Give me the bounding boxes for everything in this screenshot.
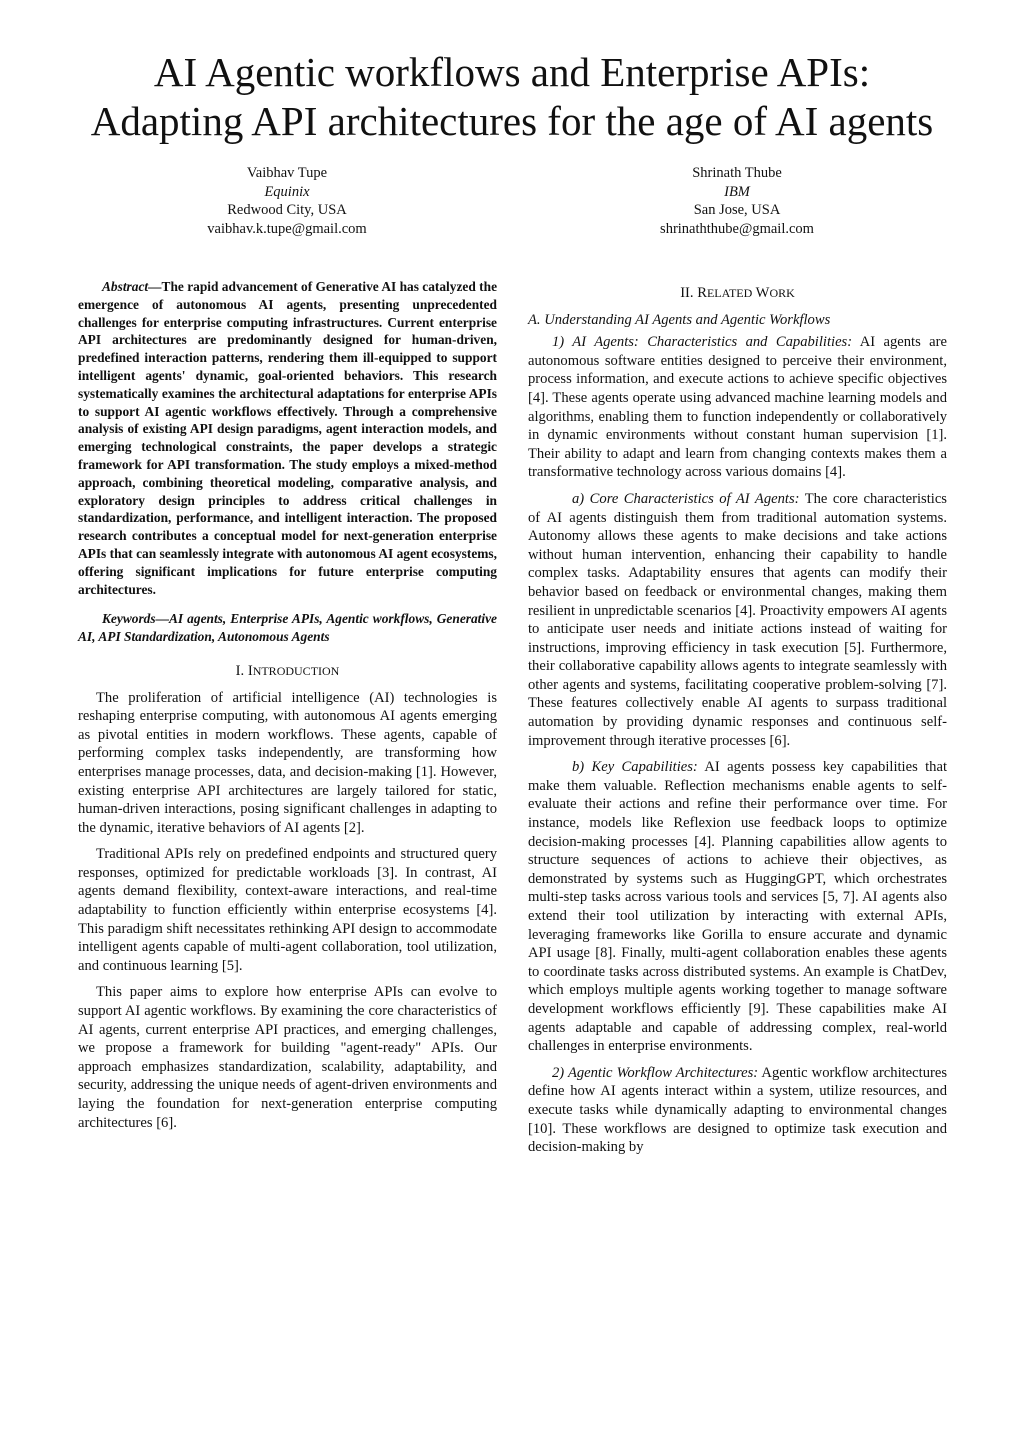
author-name: Shrinath Thube [692,165,782,181]
related-paragraph-3: b) Key Capabilities: AI agents possess key capabilities that make them valuable. Reflection mechanisms enable agents to self-evaluate their actions and refine their performance over time. For instance, models like Reflexion use feedback loops to optimize decision-making processes [4]. Planning capabilities allow agents to structure sequences of actions to achieve their objectives, as demonstrated by systems such as HuggingGPT, which orchestrates multi-step tasks across various tools and services [5, 7]. AI agents also extend their tool utilization by interacting with external APIs, leveraging frameworks like Gorilla to ensure accurate and dynamic API usage [8]. Finally, multi-agent collaboration enables these agents to coordinate tasks across distributed systems. An example is ChatDev, which employs multiple agents working together to manage software development workflows efficiently [9]. These capabilities make AI agents adaptable and capable of addressing complex, real-world challenges in enterprise environments. [528,759,948,1055]
title-line-2: Adapting API architectures for the age of AI agents [90,98,934,144]
title-line-1: AI Agentic workflows and Enterprise APIs: [153,49,871,95]
author-affiliation: IBM [724,183,750,200]
author-name: Vaibhav Tupe [246,165,328,181]
right-column [528,282,947,1157]
paragraph-heading: b) Key Capabilities: [572,759,698,776]
abstract-text: The rapid advancement of Generative AI has catalyzed the emergence of autonomous AI agents, presenting unprecedented challenges for enterprise computing infrastructures. Current enterprise API architectures are predominantly designed for human-driven, predefined interaction patterns, rendering them ill-equipped to support intelligent agents' dynamic, goal-oriented behaviors. This research systematically examines the architectural adaptations for enterprise APIs to support AI agentic workflows effectively. Through a comprehensive analysis of existing API design paradigms, agent interaction models, and emerging technological constraints, the paper develops a strategic framework for API transformation. The study employs a mixed-method approach, combining theoretical modeling, comparative analysis, and exploratory design principles to address critical challenges in standardization, performance, and intelligent interaction. The proposed research contributes a conceptual model for next-generation enterprise APIs that can seamlessly integrate with autonomous AI agent ecosystems, offering significant implications for future enterprise computing architectures. [78,279,498,597]
abstract [78,278,497,598]
author-email[interactable]: vaibhav.k.tupe@gmail.com [207,220,367,237]
keywords [78,610,497,646]
subsection-heading: A. Understanding AI Agents and Agentic Workflows [528,311,831,328]
author-block-2 [572,164,902,238]
author-location: San Jose, USA [693,202,781,218]
intro-paragraph-1: The proliferation of artificial intelligence (AI) technologies is reshaping enterprise computing, with autonomous AI agents emerging as pivotal entities in modern workflows. These agents, capable of performing complex tasks independently, are transforming how enterprises manage processes, data, and decision-making [1]. However, existing enterprise API architectures are largely tailored for static, human-driven interactions, posing significant challenges in adapting to the dynamic, iterative behaviors of AI agents [2]. [78,689,497,836]
author-email[interactable]: shrinaththube@gmail.com [660,220,814,237]
keywords-label: Keywords— [102,611,169,627]
intro-paragraph-3: This paper aims to explore how enterprise APIs can evolve to support AI agentic workflows. By examining the core characteristics of AI agents, current enterprise API practices, and emerging challenges, we propose a framework for building "agent-ready" APIs. Our approach emphasizes standardization, scalability, adaptability, and security, addressing the unique needs of agent-driven environments and laying the foundation for next-generation enterprise computing architectures [6]. [78,984,497,1131]
paragraph-heading: 1) AI Agents: Characteristics and Capabilities: [552,334,853,351]
paragraph-heading: a) Core Characteristics of AI Agents: [572,490,800,507]
section-heading-introduction: I. INTRODUCTION [235,662,340,679]
paragraph-heading: 2) Agentic Workflow Architectures: [552,1064,759,1081]
section-heading-related-work: II. RELATED WORK [680,285,795,301]
keywords-text: AI agents, Enterprise APIs, Agentic workflows, Generative AI, API Standardization, Autonomous Agents [78,611,497,645]
left-column [78,278,497,1140]
author-location: Redwood City, USA [227,202,347,218]
abstract-label: Abstract— [102,279,162,294]
related-paragraph-1: 1) AI Agents: Characteristics and Capabilities: AI agents are autonomous software entities designed to perceive their environment, process information, and execute actions to achieve specific objectives [4]. These agents operate using advanced machine learning models and algorithms, enabling them to function independently or collaboratively in dynamic environments without constant human supervision [1]. Their ability to adapt and learn from changing contexts makes them a transformative technology across various domains [4]. [528,334,947,481]
related-paragraph-2: a) Core Characteristics of AI Agents: The core characteristics of AI agents distinguish them from traditional automation systems. Autonomy allows these agents to make decisions and take actions without human intervention, enhancing their capability to handle complex tasks. Adaptability ensures that agents can modify their behavior based on feedback or environmental changes, making them resilient in unpredictable scenarios [4]. Proactivity empowers AI agents to anticipate user needs and initiate actions instead of waiting for instructions, improving efficiency in task execution [5]. Furthermore, their collaborative capability allows agents to integrate seamlessly with other agents and systems, facilitating cooperative problem-solving [7]. These features collectively enable AI agents to surpass traditional automation by providing dynamic responses and continuous self-improvement through iterative processes [6]. [528,490,947,749]
author-affiliation: Equinix [264,183,310,200]
intro-paragraph-2: Traditional APIs rely on predefined endpoints and structured query responses, optimized for predictable workloads [3]. In contrast, AI agents demand flexibility, context-aware interactions, and real-time adaptability to function efficiently within enterprise ecosystems [4]. This paradigm shift necessitates rethinking API design to accommodate intelligent agents capable of multi-agent collaboration, tool utilization, and continuous learning [5]. [78,846,497,974]
author-block-1 [122,164,452,238]
related-paragraph-4: 2) Agentic Workflow Architectures: Agentic workflow architectures define how AI agents interact within a system, utilize resources, and execute tasks while dynamically adapting to environmental changes [10]. These workflows are designed to optimize task execution and decision-making by [528,1064,948,1156]
paper-title [40,48,984,146]
